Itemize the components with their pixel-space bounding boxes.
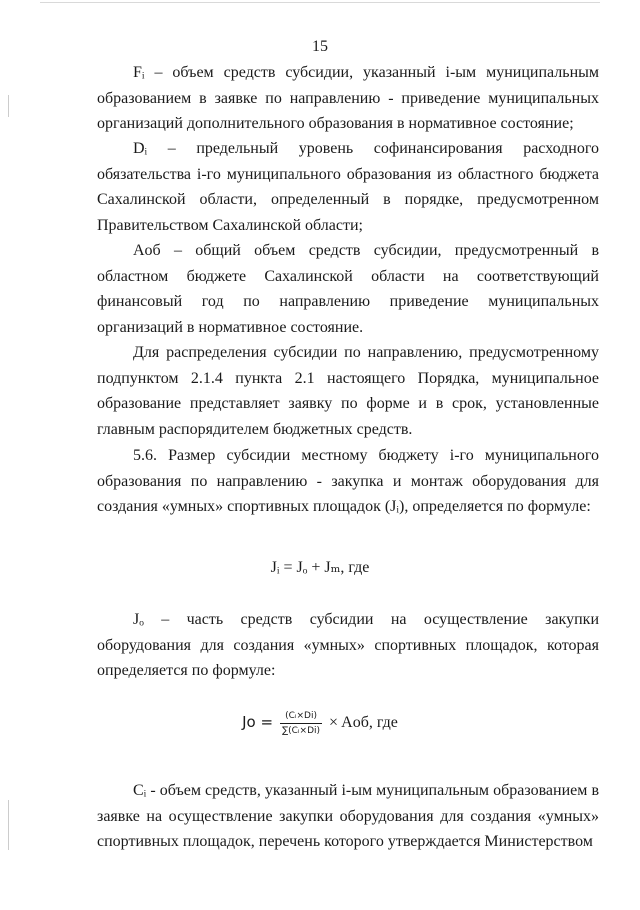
formula-jo-fraction [280,710,322,737]
formula-ji: Jᵢ = Jₒ + Jₘ, где [270,559,370,576]
scan-edge-line [40,2,600,3]
formula-jo-numerator: (Cᵢ×Di) [280,710,322,724]
paragraph-aob-definition: Aоб – общий объем средств субсидии, предусмотренный в областном бюджете Сахалинской области на соответствующий финансовый год по направлению приведение муниципальных организаций в нормативное состояние. [97,242,599,336]
paragraph-distribution: Для распределения субсидии по направлению, предусмотренному подпунктом 2.1.4 пункта 2.1 настоящего Порядка, муниципальное образование представляет заявку по форме и в срок, установленные главным распорядителем бюджетных средств. [97,344,599,438]
paragraph-jo-definition: Jₒ – часть средств субсидии на осуществление закупки оборудования для создания «умных» спортивных площадок, которая определяется по формуле: [97,611,599,679]
formula-jo-rhs: × Aоб, где [329,714,398,732]
formula-jo-denominator: ∑(Cᵢ×Di) [282,726,321,736]
scan-margin-mark [8,800,9,850]
scan-margin-mark [8,95,9,117]
formula-jo [0,710,640,737]
paragraph-ci-definition: Cᵢ - объем средств, указанный i-ым муниципальным образованием в заявке на осуществление закупки оборудования для создания «умных» спортивных площадок, перечень которого утверждается Министерством [97,782,599,850]
paragraph-fi-definition: Fᵢ – объем средств субсидии, указанный i-ым муниципальным образованием в заявке по направлению - приведение муниципальных организаций дополнительного образования в нормативное состояние; [97,64,599,132]
paragraph-item-5-6: 5.6. Размер субсидии местному бюджету i-го муниципального образования по направлению - закупка и монтаж оборудования для создания «умных» спортивных площадок (Jᵢ), определяется по формуле: [97,447,599,515]
formula-jo-lhs: Jo = [242,713,274,732]
paragraph-di-definition: Dᵢ – предельный уровень софинансирования расходного обязательства i-го муниципального образования из областного бюджета Сахалинской области, определенный в порядке, предусмотренном Правительством Сахалинской области; [97,140,599,234]
page-number: 15 [312,38,328,55]
